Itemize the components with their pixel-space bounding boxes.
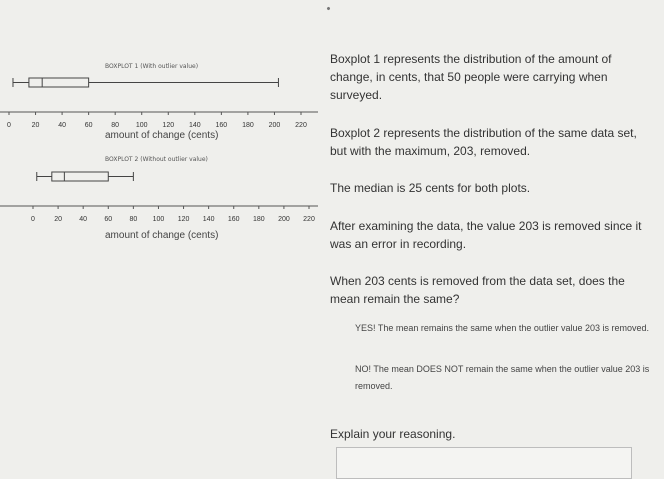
x-tick-label: 180 xyxy=(252,216,265,223)
x-tick-label: 220 xyxy=(303,216,315,223)
x-tick-label: 40 xyxy=(79,216,88,223)
x-tick-label: 200 xyxy=(268,122,281,129)
x-tick-label: 20 xyxy=(31,122,40,129)
explain-prompt: Explain your reasoning. xyxy=(330,427,456,441)
x-tick-label: 0 xyxy=(7,122,11,129)
x-tick-label: 80 xyxy=(129,216,138,223)
x-tick-label: 160 xyxy=(227,216,240,223)
x-tick-label: 140 xyxy=(188,122,201,129)
x-tick-label: 120 xyxy=(162,122,175,129)
explanation-input[interactable] xyxy=(336,447,632,479)
x-tick-label: 80 xyxy=(111,122,120,129)
x-tick-label: 100 xyxy=(135,122,148,129)
iqr-box xyxy=(29,78,89,87)
iqr-box xyxy=(52,172,108,181)
boxplot-2 xyxy=(0,162,320,232)
x-tick-label: 60 xyxy=(84,122,93,129)
choice-no[interactable]: NO! The mean DOES NOT remain the same when the outlier value 203 is removed. xyxy=(355,364,650,391)
x-tick-label: 180 xyxy=(242,122,254,129)
x-tick-label: 0 xyxy=(31,216,35,223)
x-tick-label: 40 xyxy=(58,122,66,129)
boxplot-1-description: Boxplot 1 represents the distribution of the amount of change, in cents, that 50 people were carrying when surveyed. xyxy=(330,52,612,102)
x-tick-label: 200 xyxy=(278,216,290,223)
boxplot-2-description: Boxplot 2 represents the distribution of the same data set, but with the maximum, 203, removed. xyxy=(330,126,637,158)
boxplot-2-xlabel: amount of change (cents) xyxy=(105,230,219,241)
pencil-cursor-icon xyxy=(326,6,330,10)
choice-yes[interactable]: YES! The mean remains the same when the outlier value 203 is removed. xyxy=(355,323,649,333)
median-statement: The median is 25 cents for both plots. xyxy=(330,181,531,195)
question-text: When 203 cents is removed from the data set, does the mean remain the same? xyxy=(330,274,625,306)
boxplot-1-title: BOXPLOT 1 (With outlier value) xyxy=(105,63,199,70)
boxplot-1-xlabel: amount of change (cents) xyxy=(105,130,219,141)
boxplot-1 xyxy=(0,68,320,138)
x-tick-label: 20 xyxy=(54,216,62,223)
x-tick-label: 220 xyxy=(295,122,307,129)
x-tick-label: 100 xyxy=(152,216,165,223)
x-tick-label: 60 xyxy=(104,216,113,223)
x-tick-label: 120 xyxy=(177,216,190,223)
outlier-removal-statement: After examining the data, the value 203 is removed since it was an error in recording. xyxy=(330,219,642,251)
x-tick-label: 140 xyxy=(202,216,215,223)
x-tick-label: 160 xyxy=(215,122,228,129)
boxplot-2-title: BOXPLOT 2 (Without outlier value) xyxy=(105,156,208,163)
